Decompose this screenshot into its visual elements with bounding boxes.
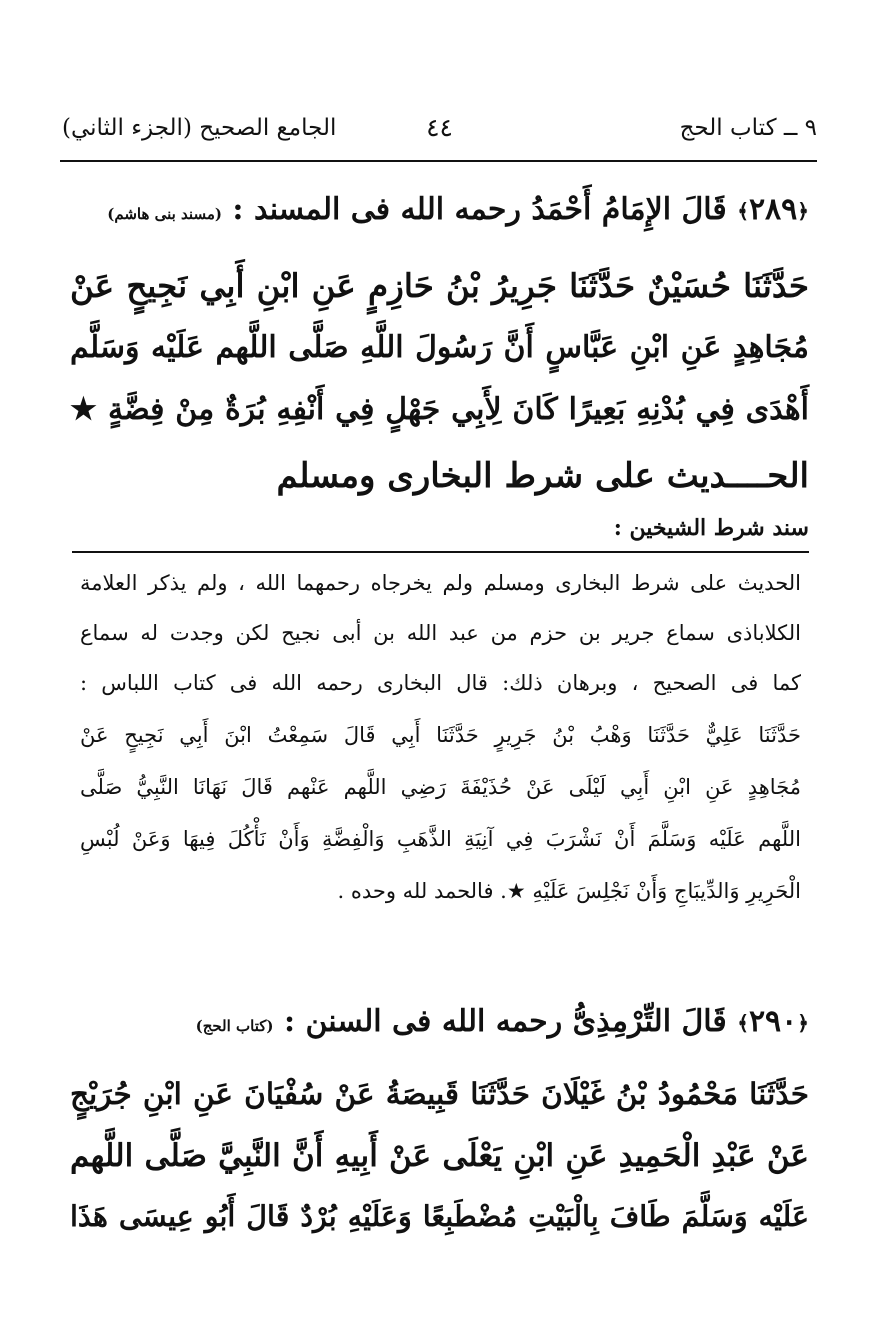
sanad-divider	[72, 551, 809, 553]
commentary-line: الكلاباذى سماع جرير بن حزم من عبد الله بن أبى نجيح لكن وجدت له سماع	[80, 621, 801, 645]
book-title: الجامع الصحيح (الجزء الثاني)	[62, 115, 337, 141]
hadith-290-line: عَنْ عَبْدِ الْحَمِيدِ عَنِ ابْنِ يَعْلَى عَنْ أَبِيهِ أَنَّ النَّبِيَّ صَلَّى اللَّهم	[70, 1138, 809, 1174]
commentary-line: حَدَّثَنَا عَلِيٌّ حَدَّثَنَا وَهْبُ بْنُ جَرِيرٍ حَدَّثَنَا أَبِي قَالَ سَمِعْتُ ابْنَ أَبِي نَجِيحٍ عَنْ	[80, 723, 801, 747]
ornament-open-icon: ﴿	[797, 1011, 809, 1035]
hadith-289-number: ٢٨٩	[748, 192, 798, 227]
hadith-289-source: (مسند بنى هاشم)	[107, 205, 222, 223]
chapter-title: ٩ ــ كتاب الحج	[679, 115, 817, 141]
hadith-290-source: (كتاب الحج)	[195, 1017, 274, 1035]
hadith-289-intro: قَالَ الإِمَامُ أَحْمَدُ رحمه الله فى المسند :	[232, 192, 727, 227]
running-header	[62, 108, 817, 148]
sanad-heading: سند شرط الشيخين :	[613, 515, 809, 541]
hadith-289-title	[70, 186, 809, 236]
hadith-289-line: حَدَّثَنَا حُسَيْنٌ حَدَّثَنَا جَرِيرُ بْنُ حَازِمٍ عَنِ ابْنِ أَبِي نَجِيحٍ عَنْ	[70, 266, 809, 305]
ornament-close-icon: ﴾	[737, 1011, 749, 1035]
hadith-289-line: أَهْدَى فِي بُدْنِهِ بَعِيرًا كَانَ لِأَبِي جَهْلٍ فِي أَنْفِهِ بُرَةٌ مِنْ فِضَّةٍ ★	[70, 392, 809, 427]
commentary-line: مُجَاهِدٍ عَنِ ابْنِ أَبِي لَيْلَى عَنْ حُذَيْفَةَ رَضِي اللَّهم عَنْهم قَالَ نَهَانَا النَّبِيُّ صَلَّى	[80, 775, 801, 799]
hadith-290-intro: قَالَ التِّرْمِذِىُّ رحمه الله فى السنن :	[283, 1004, 727, 1039]
ornament-open-icon: ﴿	[797, 199, 809, 223]
hadith-289-line: مُجَاهِدٍ عَنِ ابْنِ عَبَّاسٍ أَنَّ رَسُولَ اللَّهِ صَلَّى اللَّهم عَلَيْه وَسَلَّم	[70, 330, 809, 365]
hadith-290-title	[70, 998, 809, 1048]
hadith-290-number: ٢٩٠	[748, 1004, 798, 1039]
hadith-289-grading: الحــــديث على شرط البخارى ومسلم	[276, 456, 809, 496]
commentary-line: كما فى الصحيح ، وبرهان ذلك: قال البخارى رحمه الله فى كتاب اللباس :	[80, 671, 801, 695]
page-number: ٤٤	[426, 113, 453, 142]
header-divider	[60, 160, 817, 162]
hadith-290-line: حَدَّثَنَا مَحْمُودُ بْنُ غَيْلَانَ حَدَّثَنَا قَبِيصَةُ عَنْ سُفْيَانَ عَنِ ابْنِ جُرَيْجٍ	[70, 1076, 810, 1111]
commentary-line: اللَّهم عَلَيْه وَسَلَّمَ أَنْ نَشْرَبَ فِي آنِيَةِ الذَّهَبِ وَالْفِضَّةِ وَأَنْ نَأْكُلَ فِيهَا وَعَنْ لُبْسِ	[80, 827, 801, 851]
commentary-line: الحديث على شرط البخارى ومسلم ولم يخرجاه رحمهما الله ، ولم يذكر العلامة	[80, 571, 801, 595]
commentary-line: الْحَرِيرِ وَالدِّيبَاجِ وَأَنْ نَجْلِسَ عَلَيْهِ ★. فالحمد لله وحده .	[337, 879, 801, 903]
ornament-close-icon: ﴾	[737, 199, 749, 223]
hadith-290-line: عَلَيْه وَسَلَّمَ طَافَ بِالْبَيْتِ مُضْطَبِعًا وَعَلَيْهِ بُرْدٌ قَالَ أَبُو عِيسَى هَذَا	[70, 1199, 809, 1233]
